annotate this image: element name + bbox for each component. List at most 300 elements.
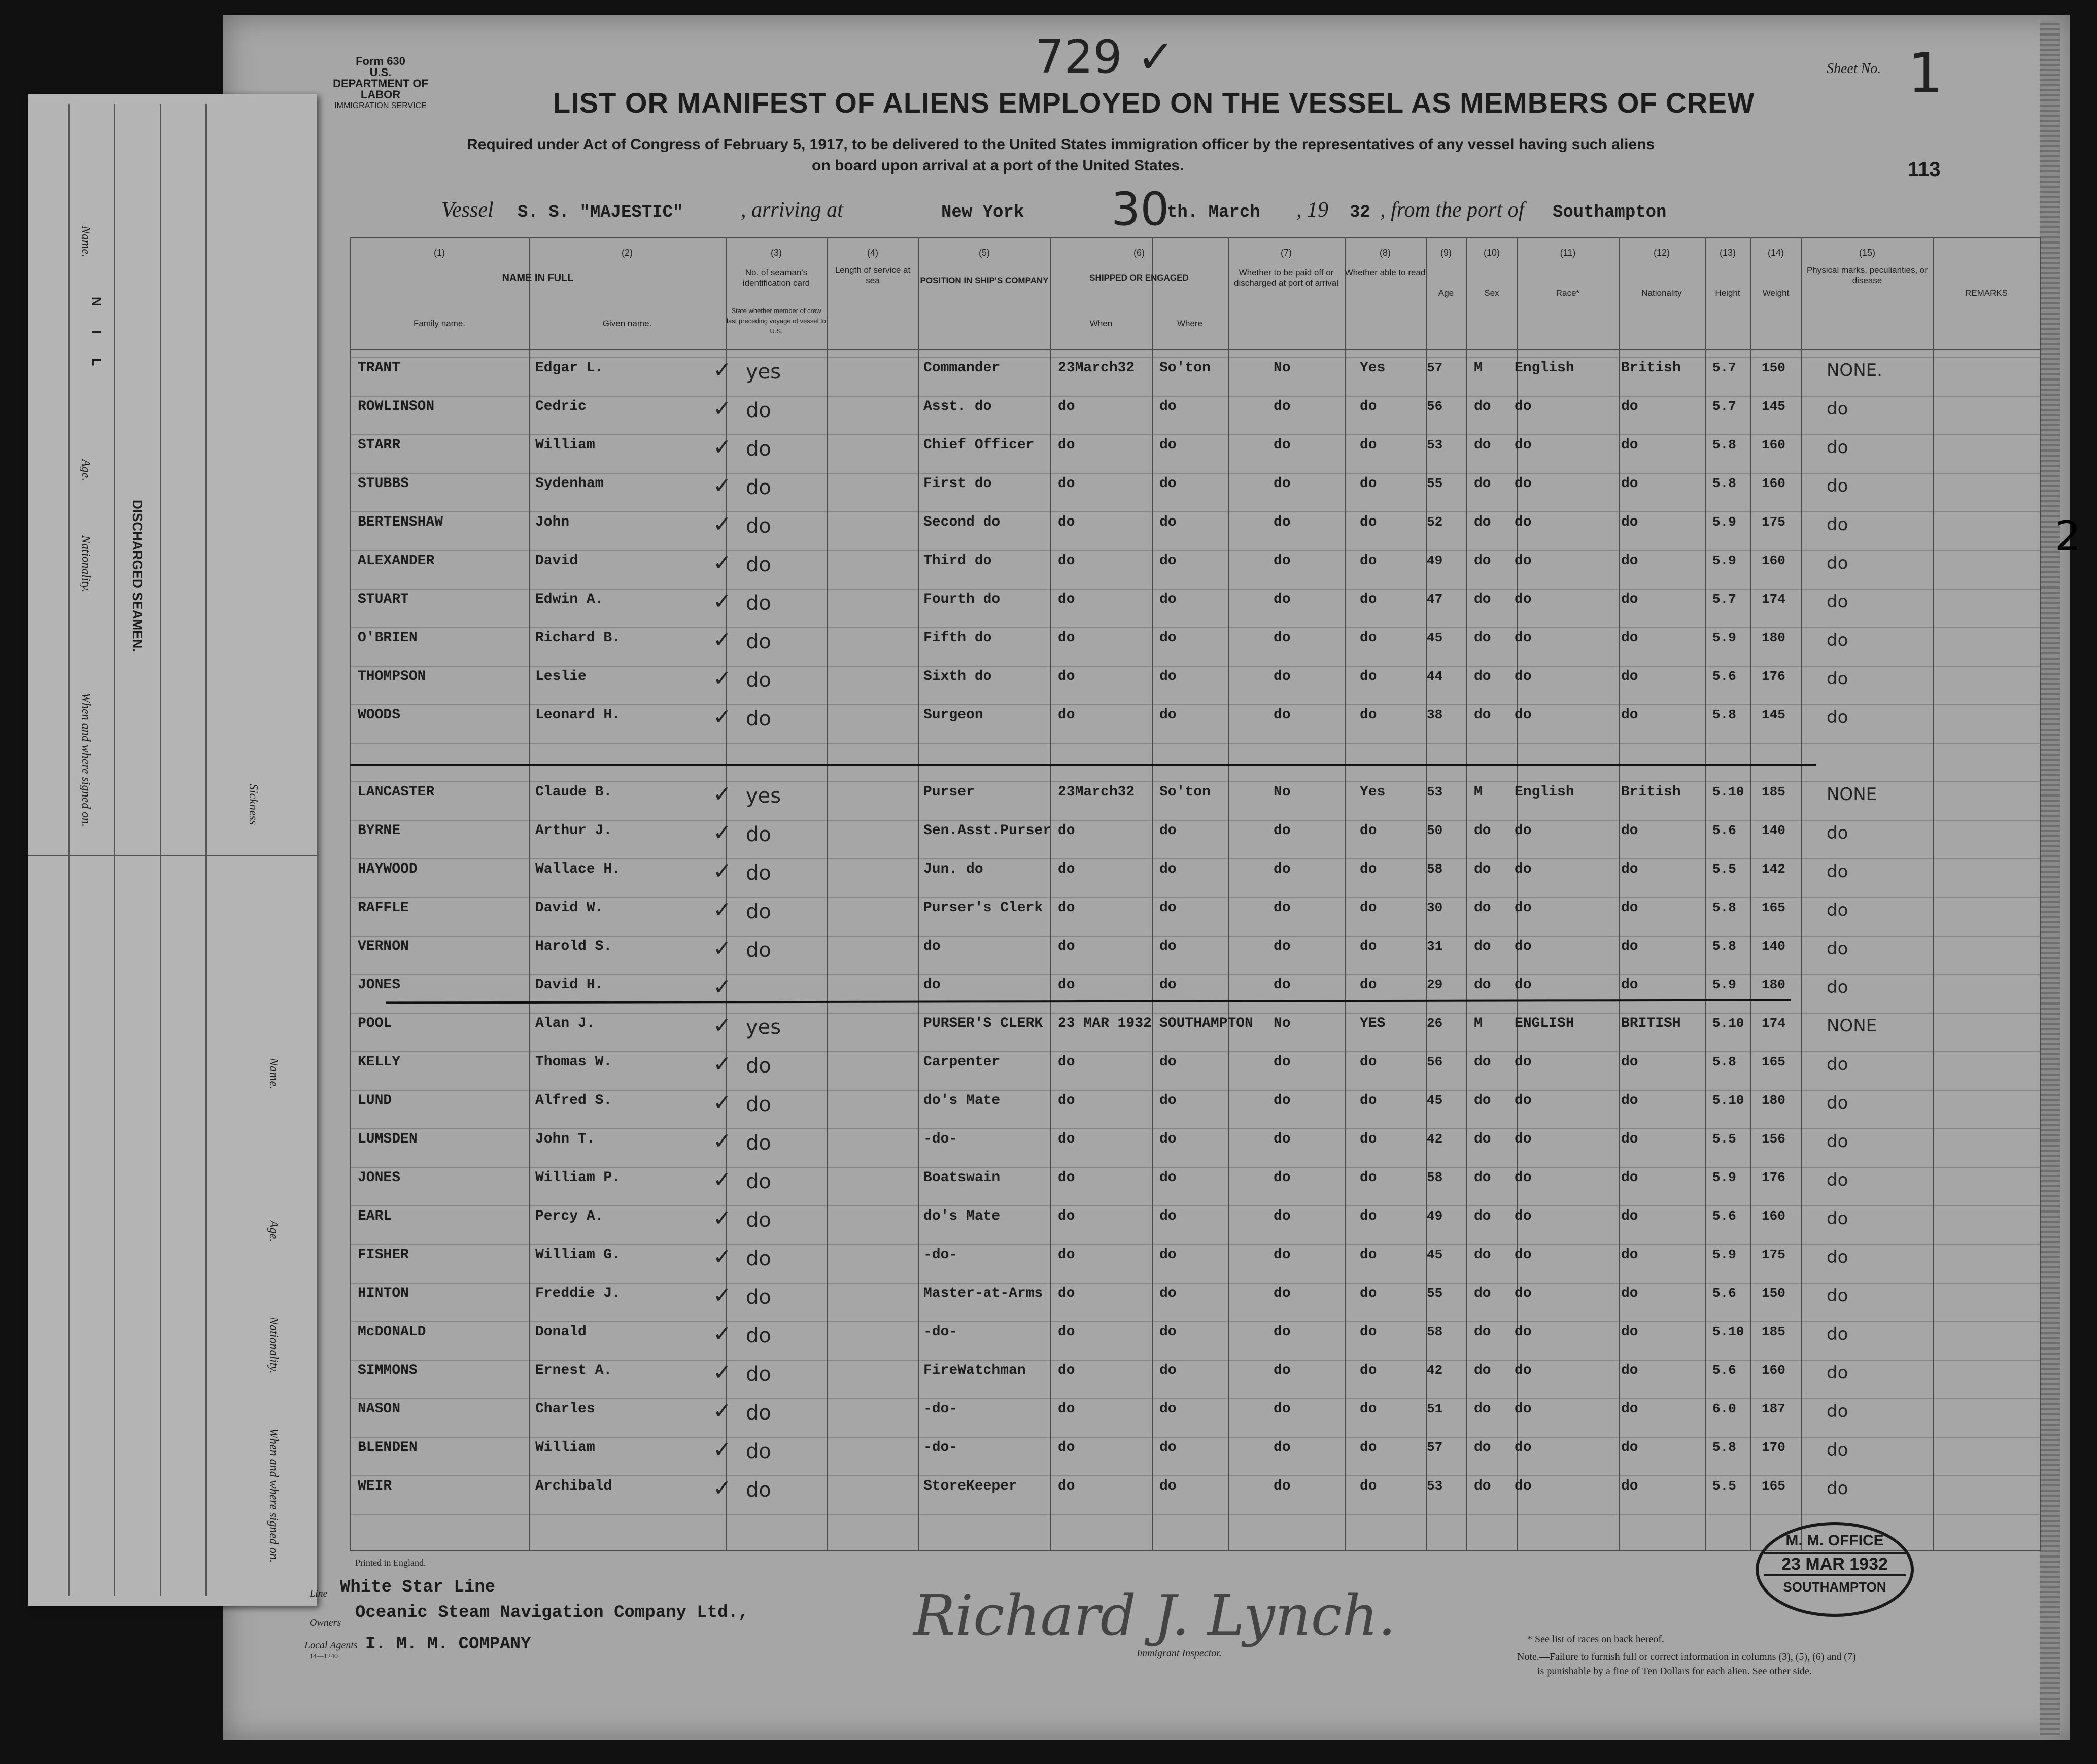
- cell-nat: do: [1621, 1208, 1638, 1224]
- cell-prev: do: [746, 1054, 771, 1078]
- cell-family: FISHER: [358, 1247, 409, 1263]
- cell-paid: do: [1274, 476, 1291, 492]
- cell-paid: do: [1274, 437, 1291, 453]
- column-number: (9): [1440, 248, 1452, 258]
- cell-height: 5.8: [1712, 476, 1736, 491]
- cell-given: Cedric: [535, 399, 587, 414]
- discharged-seamen-slip: [28, 94, 317, 1606]
- column-header-shipped: SHIPPED OR ENGAGED: [1089, 273, 1189, 283]
- check-mark-icon: ✓: [713, 1475, 732, 1501]
- cell-prev: do: [746, 823, 771, 846]
- cell-where: do: [1159, 553, 1177, 569]
- cell-marks: do: [1827, 707, 1848, 728]
- cell-where: do: [1159, 1054, 1177, 1070]
- cell-read: do: [1360, 1054, 1377, 1070]
- cell-weight: 160: [1762, 1363, 1785, 1378]
- cell-where: do: [1159, 861, 1177, 877]
- slip-when-where-col: When and where signed on.: [79, 693, 92, 827]
- table-row-rule: [350, 1128, 2040, 1129]
- cell-pos: Purser: [923, 784, 975, 800]
- check-mark-icon: ✓: [713, 1437, 732, 1463]
- cell-read: do: [1360, 437, 1377, 453]
- cell-prev: do: [746, 1324, 771, 1347]
- cell-where: do: [1159, 1401, 1177, 1417]
- cell-family: LANCASTER: [358, 784, 435, 800]
- cell-height: 5.8: [1712, 900, 1736, 915]
- check-mark-icon: ✓: [713, 1205, 732, 1231]
- cell-given: Wallace H.: [535, 861, 621, 877]
- cell-height: 5.6: [1712, 669, 1736, 684]
- cell-given: Claude B.: [535, 784, 612, 800]
- column-number: (2): [622, 248, 633, 258]
- column-number: (13): [1719, 248, 1736, 258]
- column-number: (15): [1859, 248, 1875, 258]
- cell-pos: Third do: [923, 553, 992, 569]
- mm-office-stamp: [1756, 1522, 1914, 1617]
- cell-sex: do: [1474, 900, 1491, 916]
- column-number: (3): [771, 248, 782, 258]
- cell-pos: -do-: [923, 1131, 958, 1147]
- cell-where: do: [1159, 592, 1177, 607]
- cell-nat: do: [1621, 900, 1638, 916]
- cell-prev: do: [746, 1131, 771, 1155]
- cell-prev: yes: [746, 360, 781, 384]
- cell-nat: do: [1621, 1093, 1638, 1109]
- cell-race: do: [1515, 939, 1532, 954]
- cell-weight: 156: [1762, 1131, 1785, 1147]
- cell-nat: British: [1621, 360, 1681, 376]
- cell-when: do: [1058, 437, 1075, 453]
- cell-family: TRANT: [358, 360, 401, 376]
- cell-when: do: [1058, 514, 1075, 530]
- cell-race: do: [1515, 1324, 1532, 1340]
- cell-family: STUBBS: [358, 476, 409, 492]
- cell-race: do: [1515, 1286, 1532, 1301]
- check-mark-icon: ✓: [713, 473, 732, 499]
- cell-when: do: [1058, 1131, 1075, 1147]
- cell-pos: Purser's Clerk: [923, 900, 1043, 916]
- cell-family: STUART: [358, 592, 409, 607]
- cell-race: do: [1515, 823, 1532, 839]
- cell-nat: do: [1621, 669, 1638, 684]
- cell-marks: do: [1827, 437, 1848, 458]
- cell-given: David W.: [535, 900, 604, 916]
- cell-marks: do: [1827, 1286, 1848, 1306]
- cell-race: do: [1515, 1093, 1532, 1109]
- cell-marks: NONE: [1827, 1016, 1877, 1036]
- cell-sex: do: [1474, 553, 1491, 569]
- check-mark-icon: ✓: [713, 666, 732, 691]
- cell-weight: 176: [1762, 1170, 1785, 1185]
- cell-read: do: [1360, 861, 1377, 877]
- cell-given: David: [535, 553, 578, 569]
- table-row-rule: [350, 704, 2040, 705]
- cell-paid: do: [1274, 514, 1291, 530]
- cell-weight: 187: [1762, 1401, 1785, 1416]
- cell-prev: do: [746, 1286, 771, 1309]
- column-header-physical: Physical marks, peculiarities, or disease: [1806, 265, 1928, 285]
- cell-where: do: [1159, 939, 1177, 954]
- cell-nat: BRITISH: [1621, 1016, 1681, 1031]
- cell-nat: do: [1621, 939, 1638, 954]
- cell-paid: do: [1274, 1170, 1291, 1186]
- cell-family: HINTON: [358, 1286, 409, 1301]
- cell-given: William P.: [535, 1170, 621, 1186]
- cell-given: Percy A.: [535, 1208, 604, 1224]
- cell-nat: do: [1621, 1247, 1638, 1263]
- cell-when: do: [1058, 399, 1075, 414]
- column-number: (5): [979, 248, 990, 258]
- cell-weight: 165: [1762, 1054, 1785, 1069]
- table-row-rule: [350, 1321, 2040, 1322]
- cell-where: So'ton: [1159, 360, 1211, 376]
- cell-when: do: [1058, 553, 1075, 569]
- cell-marks: do: [1827, 977, 1848, 997]
- column-header-remarks: REMARKS: [1965, 288, 2008, 298]
- check-mark-icon: ✓: [713, 1283, 732, 1308]
- crew-table: [350, 237, 2040, 1551]
- cell-pos: do's Mate: [923, 1208, 1001, 1224]
- printed-note: Printed in England.: [355, 1558, 426, 1568]
- check-mark-icon: ✓: [713, 897, 732, 923]
- cell-pos: PURSER'S CLERK: [923, 1016, 1043, 1031]
- cell-sex: M: [1474, 1016, 1483, 1031]
- table-row-rule: [350, 897, 2040, 898]
- cell-age: 53: [1427, 784, 1443, 800]
- check-mark-icon: ✓: [713, 1128, 732, 1154]
- cell-family: EARL: [358, 1208, 392, 1224]
- cell-nat: do: [1621, 1401, 1638, 1417]
- cell-nat: do: [1621, 823, 1638, 839]
- table-row-rule: [350, 1514, 2040, 1515]
- cell-when: do: [1058, 476, 1075, 492]
- cell-age: 50: [1427, 823, 1443, 838]
- cell-where: SOUTHAMPTON: [1159, 1016, 1253, 1031]
- cell-family: BLENDEN: [358, 1440, 418, 1456]
- cell-marks: do: [1827, 1478, 1848, 1499]
- cell-when: do: [1058, 939, 1075, 954]
- cell-where: do: [1159, 823, 1177, 839]
- cell-when: do: [1058, 630, 1075, 646]
- from-label: , from the port of: [1380, 198, 1525, 222]
- table-row-rule: [350, 511, 2040, 512]
- cell-race: do: [1515, 592, 1532, 607]
- column-header-able-read: Whether able to read: [1345, 268, 1426, 278]
- cell-given: Arthur J.: [535, 823, 612, 839]
- cell-family: McDONALD: [358, 1324, 426, 1340]
- inspector-label: Immigrant Inspector.: [1137, 1648, 1222, 1659]
- column-header-seaman-note: State whether member of crew last preceding voyage of vessel to U.S.: [727, 307, 826, 335]
- cell-read: do: [1360, 476, 1377, 492]
- table-row-rule: [350, 781, 2040, 782]
- cell-given: Sydenham: [535, 476, 604, 492]
- cell-nat: do: [1621, 1363, 1638, 1378]
- cell-where: do: [1159, 1324, 1177, 1340]
- cell-given: David H.: [535, 977, 604, 993]
- table-row-rule: [350, 1167, 2040, 1168]
- column-header-sex: Sex: [1484, 288, 1499, 298]
- cell-pos: Carpenter: [923, 1054, 1001, 1070]
- cell-pos: Second do: [923, 514, 1001, 530]
- cell-age: 30: [1427, 900, 1443, 915]
- table-row-rule: [350, 589, 2040, 590]
- cell-prev: do: [746, 399, 771, 422]
- cell-where: do: [1159, 977, 1177, 993]
- cell-pos: -do-: [923, 1401, 958, 1417]
- cell-when: do: [1058, 1093, 1075, 1109]
- cell-prev: do: [746, 514, 771, 538]
- cell-weight: 165: [1762, 900, 1785, 915]
- cell-where: do: [1159, 1440, 1177, 1456]
- cell-when: do: [1058, 1247, 1075, 1263]
- slip-nil: N I L: [89, 297, 105, 376]
- cell-nat: do: [1621, 630, 1638, 646]
- table-column-rule: [2040, 237, 2041, 1551]
- cell-where: do: [1159, 437, 1177, 453]
- cell-pos: -do-: [923, 1440, 958, 1456]
- cell-pos: StoreKeeper: [923, 1478, 1017, 1494]
- cell-age: 47: [1427, 592, 1443, 607]
- cell-pos: do: [923, 977, 941, 993]
- cell-weight: 150: [1762, 360, 1785, 375]
- cell-marks: do: [1827, 823, 1848, 843]
- cell-paid: do: [1274, 861, 1291, 877]
- slip-nationality-col-2: Nationality.: [267, 1317, 280, 1374]
- cell-weight: 170: [1762, 1440, 1785, 1455]
- cell-height: 5.5: [1712, 861, 1736, 877]
- cell-given: Freddie J.: [535, 1286, 621, 1301]
- cell-when: do: [1058, 977, 1075, 993]
- cell-when: do: [1058, 861, 1075, 877]
- cell-nat: British: [1621, 784, 1681, 800]
- cell-sex: M: [1474, 360, 1483, 376]
- cell-sex: do: [1474, 1286, 1491, 1301]
- cell-read: do: [1360, 1170, 1377, 1186]
- cell-where: do: [1159, 669, 1177, 684]
- cell-height: 5.6: [1712, 1286, 1736, 1301]
- cell-when: do: [1058, 1401, 1075, 1417]
- cell-when: do: [1058, 1170, 1075, 1186]
- cell-given: Alan J.: [535, 1016, 595, 1031]
- cell-height: 5.8: [1712, 1054, 1736, 1069]
- stamp-date: 23 MAR 1932: [1764, 1552, 1906, 1576]
- fine-note-1: Note.—Failure to furnish full or correct information in columns (3), (5), (6) and (7): [1517, 1651, 1856, 1663]
- cell-race: do: [1515, 630, 1532, 646]
- cell-marks: do: [1827, 939, 1848, 959]
- cell-age: 44: [1427, 669, 1443, 684]
- cell-family: WEIR: [358, 1478, 392, 1494]
- cell-nat: do: [1621, 553, 1638, 569]
- cell-race: do: [1515, 1440, 1532, 1456]
- cell-family: HAYWOOD: [358, 861, 418, 877]
- cell-weight: 180: [1762, 630, 1785, 645]
- cell-pos: Sixth do: [923, 669, 992, 684]
- table-row-rule: [350, 396, 2040, 397]
- cell-height: 5.5: [1712, 1478, 1736, 1494]
- cell-paid: No: [1274, 1016, 1291, 1031]
- cell-prev: do: [746, 707, 771, 731]
- section-divider-line: [350, 764, 1816, 766]
- owners-label: Owners: [310, 1617, 341, 1629]
- cell-paid: do: [1274, 630, 1291, 646]
- cell-weight: 175: [1762, 1247, 1785, 1262]
- cell-race: English: [1515, 784, 1574, 800]
- cell-sex: do: [1474, 1324, 1491, 1340]
- cell-family: ROWLINSON: [358, 399, 435, 414]
- cell-weight: 180: [1762, 1093, 1785, 1108]
- cell-age: 26: [1427, 1016, 1443, 1031]
- cell-marks: do: [1827, 476, 1848, 496]
- margin-mark: 2: [2055, 512, 2081, 560]
- check-mark-icon: ✓: [713, 1090, 732, 1116]
- department: U.S. DEPARTMENT OF LABOR: [333, 66, 428, 101]
- column-header-weight: Weight: [1762, 288, 1790, 298]
- cell-when: do: [1058, 1286, 1075, 1301]
- cell-paid: No: [1274, 360, 1291, 376]
- cell-weight: 180: [1762, 977, 1785, 992]
- cell-prev: do: [746, 1440, 771, 1463]
- cell-pos: Jun. do: [923, 861, 983, 877]
- cell-height: 5.9: [1712, 977, 1736, 992]
- column-header-where: Where: [1177, 319, 1203, 328]
- cell-height: 5.8: [1712, 939, 1736, 954]
- cell-height: 5.5: [1712, 1131, 1736, 1147]
- cell-height: 5.8: [1712, 707, 1736, 722]
- cell-pos: do: [923, 939, 941, 954]
- year-label: , 19: [1296, 198, 1328, 222]
- cell-nat: do: [1621, 977, 1638, 993]
- cell-weight: 150: [1762, 1286, 1785, 1301]
- cell-sex: do: [1474, 399, 1491, 414]
- cell-race: do: [1515, 1170, 1532, 1186]
- cell-sex: do: [1474, 1093, 1491, 1109]
- cell-when: do: [1058, 823, 1075, 839]
- column-header-height: Height: [1715, 288, 1740, 298]
- cell-family: O'BRIEN: [358, 630, 418, 646]
- cell-age: 55: [1427, 476, 1443, 491]
- agents-label: Local Agents: [304, 1640, 358, 1651]
- table-row-rule: [350, 858, 2040, 859]
- cell-nat: do: [1621, 437, 1638, 453]
- cell-marks: NONE.: [1827, 360, 1882, 381]
- table-row-rule: [350, 1398, 2040, 1399]
- cell-marks: do: [1827, 1363, 1848, 1383]
- table-row-rule: [350, 1437, 2040, 1438]
- cell-paid: do: [1274, 707, 1291, 723]
- line-name: White Star Line: [340, 1578, 496, 1597]
- column-header-length-service: Length of service at sea: [835, 265, 911, 285]
- cell-given: Ernest A.: [535, 1363, 612, 1378]
- cell-prev: do: [746, 669, 771, 692]
- page-number: 113: [1908, 158, 1941, 181]
- cell-read: do: [1360, 1247, 1377, 1263]
- cell-nat: do: [1621, 707, 1638, 723]
- cell-race: do: [1515, 1247, 1532, 1263]
- cell-pos: -do-: [923, 1247, 958, 1263]
- cell-paid: do: [1274, 1440, 1291, 1456]
- cell-height: 5.9: [1712, 553, 1736, 568]
- arrival-date: th. March: [1167, 203, 1260, 222]
- table-row-rule: [350, 743, 2040, 744]
- cell-where: do: [1159, 1131, 1177, 1147]
- cell-marks: do: [1827, 669, 1848, 689]
- cell-family: JONES: [358, 1170, 401, 1186]
- check-mark-icon: ✓: [713, 627, 732, 653]
- cell-paid: do: [1274, 1093, 1291, 1109]
- check-mark-icon: ✓: [713, 1398, 732, 1424]
- slip-name-col-2: Name.: [267, 1058, 280, 1089]
- cell-height: 5.7: [1712, 360, 1736, 375]
- slip-discharged-title: DISCHARGED SEAMEN.: [130, 500, 145, 652]
- slip-when-where-col-2: When and where signed on.: [267, 1428, 280, 1563]
- cell-family: THOMPSON: [358, 669, 426, 684]
- cell-read: do: [1360, 1093, 1377, 1109]
- cell-pos: FireWatchman: [923, 1363, 1026, 1378]
- cell-nat: do: [1621, 1286, 1638, 1301]
- cell-paid: do: [1274, 977, 1291, 993]
- cell-given: Charles: [535, 1401, 595, 1417]
- cell-sex: do: [1474, 437, 1491, 453]
- check-mark-icon: ✓: [713, 1360, 732, 1386]
- cell-age: 58: [1427, 1170, 1443, 1185]
- cell-sex: do: [1474, 592, 1491, 607]
- column-number: (7): [1281, 248, 1292, 258]
- table-row-rule: [350, 1360, 2040, 1361]
- cell-where: do: [1159, 1247, 1177, 1263]
- column-number: (4): [867, 248, 878, 258]
- cell-race: do: [1515, 900, 1532, 916]
- cell-nat: do: [1621, 592, 1638, 607]
- cell-read: do: [1360, 1131, 1377, 1147]
- cell-given: Edwin A.: [535, 592, 604, 607]
- check-mark-icon: ✓: [713, 396, 732, 422]
- table-row-rule: [350, 820, 2040, 821]
- service: IMMIGRATION SERVICE: [334, 101, 427, 110]
- cell-race: English: [1515, 360, 1574, 376]
- cell-prev: do: [746, 1247, 771, 1270]
- cell-read: do: [1360, 1286, 1377, 1301]
- cell-read: do: [1360, 592, 1377, 607]
- cell-marks: do: [1827, 1170, 1848, 1190]
- check-mark-icon: ✓: [713, 704, 732, 730]
- inspector-signature: Richard J. Lynch.: [913, 1583, 1396, 1648]
- cell-pos: Boatswain: [923, 1170, 1001, 1186]
- races-note: * See list of races on back hereof.: [1527, 1634, 1664, 1645]
- stamp-top: M. M. OFFICE: [1785, 1532, 1884, 1549]
- cell-where: do: [1159, 1286, 1177, 1301]
- check-mark-icon: ✓: [713, 550, 732, 576]
- cell-read: do: [1360, 1208, 1377, 1224]
- agents-name: I. M. M. COMPANY: [365, 1635, 531, 1654]
- cell-height: 5.7: [1712, 399, 1736, 414]
- table-row-rule: [350, 627, 2040, 628]
- cell-weight: 145: [1762, 707, 1785, 722]
- cell-read: do: [1360, 939, 1377, 954]
- cell-when: do: [1058, 1440, 1075, 1456]
- cell-nat: do: [1621, 1131, 1638, 1147]
- column-number: (12): [1653, 248, 1670, 258]
- cell-race: do: [1515, 1054, 1532, 1070]
- check-mark-icon: ✓: [713, 974, 732, 1000]
- cell-age: 57: [1427, 1440, 1443, 1455]
- cell-prev: do: [746, 630, 771, 653]
- cell-age: 52: [1427, 514, 1443, 530]
- cell-marks: do: [1827, 900, 1848, 920]
- cell-read: do: [1360, 669, 1377, 684]
- cell-weight: 174: [1762, 1016, 1785, 1031]
- table-row-rule: [350, 1244, 2040, 1245]
- cell-pos: -do-: [923, 1324, 958, 1340]
